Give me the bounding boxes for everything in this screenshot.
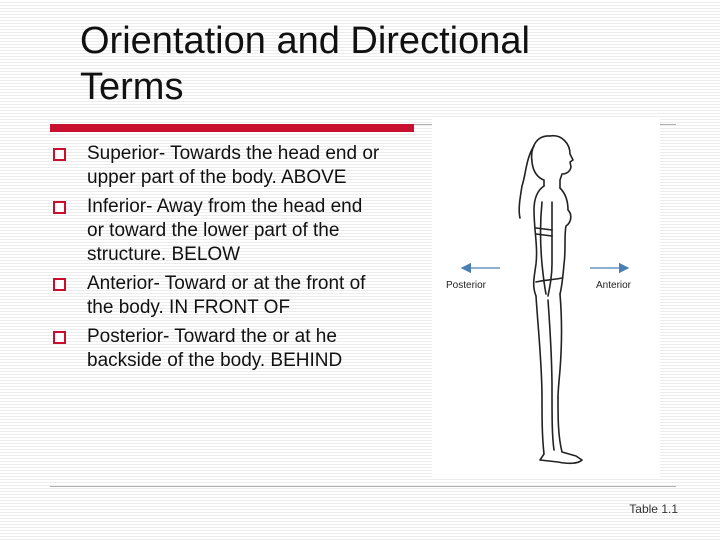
bullet-text: Inferior- Away from the head end or toward the lower part of the structure. BELOW: [87, 196, 363, 265]
human-side-view-icon: [519, 136, 582, 464]
bullet-text: Posterior- Toward the or at he backside of the body. BEHIND: [87, 326, 343, 371]
bullet-list: [52, 142, 382, 378]
slide-title: [80, 18, 680, 110]
square-bullet-icon: [53, 278, 66, 291]
bullet-item-inferior: [52, 195, 382, 267]
title-accent-bar: [50, 124, 414, 132]
anatomical-figure: [432, 118, 660, 478]
footer-divider-line: [50, 486, 676, 487]
anterior-label: Anterior: [596, 280, 632, 291]
bullet-item-anterior: [52, 272, 382, 320]
bullet-text: Anterior- Toward or at the front of the body. IN FRONT OF: [87, 273, 366, 318]
bullet-item-posterior: [52, 325, 382, 373]
posterior-label: Posterior: [446, 280, 487, 291]
anatomical-figure-drawing: [432, 118, 660, 478]
square-bullet-icon: [53, 201, 66, 214]
slide-title-line-2: Terms: [80, 66, 184, 108]
bullet-text: Superior- Towards the head end or upper part of the body. ABOVE: [87, 143, 380, 188]
square-bullet-icon: [53, 148, 66, 161]
slide-title-line-1: Orientation and Directional: [80, 20, 530, 62]
square-bullet-icon: [53, 331, 66, 344]
bullet-item-superior: [52, 142, 382, 190]
figure-caption: Table 1.1: [629, 502, 678, 516]
